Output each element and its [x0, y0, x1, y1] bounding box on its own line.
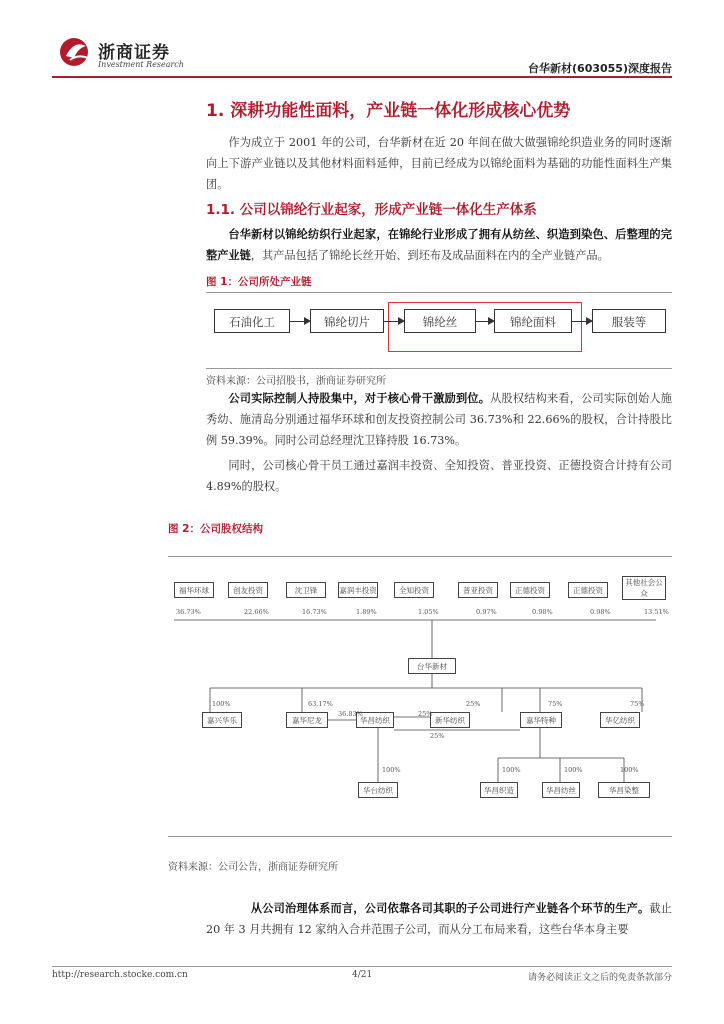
pct-sub-7: 75%	[630, 700, 645, 708]
figure-1-bottom-rule	[206, 368, 672, 369]
logo-icon	[58, 36, 94, 68]
pct-deep-4: 100%	[620, 766, 639, 774]
shareholder-shenweifeng: 沈卫锋	[286, 582, 326, 598]
header-divider	[52, 76, 672, 78]
chain-box-nylon-fabric: 锦纶面料	[494, 309, 572, 333]
pct-quanzhi: 1.05%	[418, 608, 439, 616]
shareholder-puya: 普亚投资	[458, 582, 498, 598]
chain-box-nylon-yarn: 锦纶丝	[404, 309, 476, 333]
shareholder-jiarunfeng: 嘉润丰投资	[338, 582, 378, 598]
page-number: 4/21	[352, 970, 373, 980]
figure-2-source: 资料来源：公司公告，浙商证券研究所	[168, 862, 338, 873]
shareholder-public: 其他社会公众	[622, 576, 666, 600]
industry-chain-diagram	[206, 296, 672, 364]
deep-subsidiary-3: 华昌纺丝	[542, 782, 580, 798]
deep-subsidiary-4: 华昌染整	[598, 782, 650, 798]
footer-disclaimer: 请务必阅读正文之后的免责条款部分	[527, 973, 672, 983]
shareholder-zhengde-2: 正德投资	[568, 582, 608, 598]
subsidiary-3: 华昌纺织	[356, 712, 394, 728]
subsidiary-6: 华亿纺织	[600, 712, 640, 728]
shareholder-fuhua: 福华环球	[174, 582, 214, 598]
subsidiary-5: 嘉华特种	[520, 712, 562, 728]
paragraph-governance-rest: 截止 20 年 3 月共拥有 12 家纳入合并范围子公司，而从分工布局来看，这些台华本身主要	[206, 902, 672, 936]
logo-text-en: Investment Research	[98, 60, 184, 69]
chain-box-apparel: 服装等	[592, 309, 666, 333]
paragraph-employees: 同时，公司核心骨干员工通过嘉润丰投资、全知投资、普亚投资、正德投资合计持有公司 4.89%的股权。	[206, 459, 672, 493]
pct-chuangyou: 22.66%	[244, 608, 269, 616]
paragraph-chain-bold: 台华新材以锦纶纺织行业起家，在锦纶行业形成了拥有从纺丝、织造到染色、后整理的完整产业链	[206, 227, 672, 262]
chain-arrow-1	[290, 321, 310, 322]
chain-arrow-2	[384, 321, 404, 322]
pct-puya: 0.97%	[476, 608, 497, 616]
footer-link[interactable]: http://research.stocke.com.cn	[52, 970, 188, 980]
chain-box-nylon-chip: 锦纶切片	[310, 309, 384, 333]
ownership-lines	[168, 560, 672, 830]
chain-box-petrochemical: 石油化工	[214, 309, 290, 333]
shareholder-chuangyou: 创友投资	[228, 582, 268, 598]
logo-text-cn: 浙商证券	[98, 43, 170, 63]
figure-1-caption: 图 1：公司所处产业链	[206, 276, 312, 288]
paragraph-control-rest: 从股权结构来看，公司实际创始人施秀幼、施清岛分别通过福华环球和创友投资控制公司 36.73%和 22.66%的股权，合计持股比例 59.39%。同时公司总经理沈卫锋持股 16.73%。	[206, 392, 672, 447]
figure-2-caption: 图 2：公司股权结构	[168, 523, 263, 535]
subsidiary-4: 新华纺织	[430, 712, 470, 728]
pct-deep-2: 100%	[502, 766, 521, 774]
pct-shenweifeng: 16.73%	[302, 608, 327, 616]
pct-sub-5: 25%	[466, 700, 481, 708]
paragraph-governance	[206, 898, 672, 940]
deep-subsidiary-2: 华昌织造	[480, 782, 518, 798]
pct-sub-3: 36.83%	[338, 710, 363, 718]
pct-sub-6: 75%	[548, 700, 563, 708]
paragraph-intro: 作为成立于 2001 年的公司，台华新材在近 20 年间在做大做强锦纶织造业务的同时逐渐向上下游产业链以及其他材料面料延伸，目前已经成为以锦纶面料为基础的功能性面料生产集团。	[206, 136, 672, 191]
ownership-diagram	[168, 560, 672, 830]
report-title: 台华新材(603055)深度报告	[528, 62, 672, 75]
chain-arrow-4	[572, 321, 592, 322]
paragraph-chain	[206, 224, 672, 266]
subsidiary-2: 嘉华尼龙	[286, 712, 328, 728]
pct-zhengde-2: 0.98%	[590, 608, 611, 616]
chain-arrow-3	[476, 321, 494, 322]
paragraph-chain-rest: ，其产品包括了锦纶长丝开始、到坯布及成品面料在内的全产业链产品。	[250, 249, 609, 262]
pct-sub-2: 63.17%	[308, 700, 333, 708]
paragraph-control	[206, 388, 672, 451]
section-heading-1: 1. 深耕功能性面料，产业链一体化形成核心优势	[206, 101, 571, 121]
shareholder-zhengde: 正德投资	[510, 582, 550, 598]
pct-zhengde: 0.98%	[532, 608, 553, 616]
pct-public: 13.51%	[644, 608, 669, 616]
figure-2-bottom-rule	[168, 836, 672, 837]
pct-sub-4: 25%	[418, 710, 433, 718]
company-center: 台华新材	[408, 658, 456, 674]
pct-sub-1: 100%	[212, 700, 231, 708]
paragraph-control-bold: 公司实际控制人持股集中，对于核心骨干激励到位。	[228, 391, 491, 405]
section-heading-1-1: 1.1. 公司以锦纶行业起家，形成产业链一体化生产体系	[206, 202, 537, 218]
figure-1-source: 资料来源：公司招股书，浙商证券研究所	[206, 376, 386, 387]
pct-deep-1: 100%	[382, 766, 401, 774]
paragraph-governance-bold: 从公司治理体系而言，公司依靠各司其职的子公司进行产业链各个环节的生产。	[250, 901, 650, 915]
pct-sub-8: 25%	[430, 732, 445, 740]
shareholder-quanzhi: 全知投资	[394, 582, 434, 598]
deep-subsidiary-1: 华台纺织	[358, 782, 398, 798]
pct-jiarunfeng: 1.89%	[356, 608, 377, 616]
subsidiary-1: 嘉兴华乐	[202, 712, 242, 728]
footer-divider	[52, 966, 672, 967]
pct-fuhua: 36.73%	[176, 608, 201, 616]
figure-2-top-rule	[168, 556, 672, 557]
figure-1-top-rule	[206, 292, 672, 293]
pct-deep-3: 100%	[564, 766, 583, 774]
